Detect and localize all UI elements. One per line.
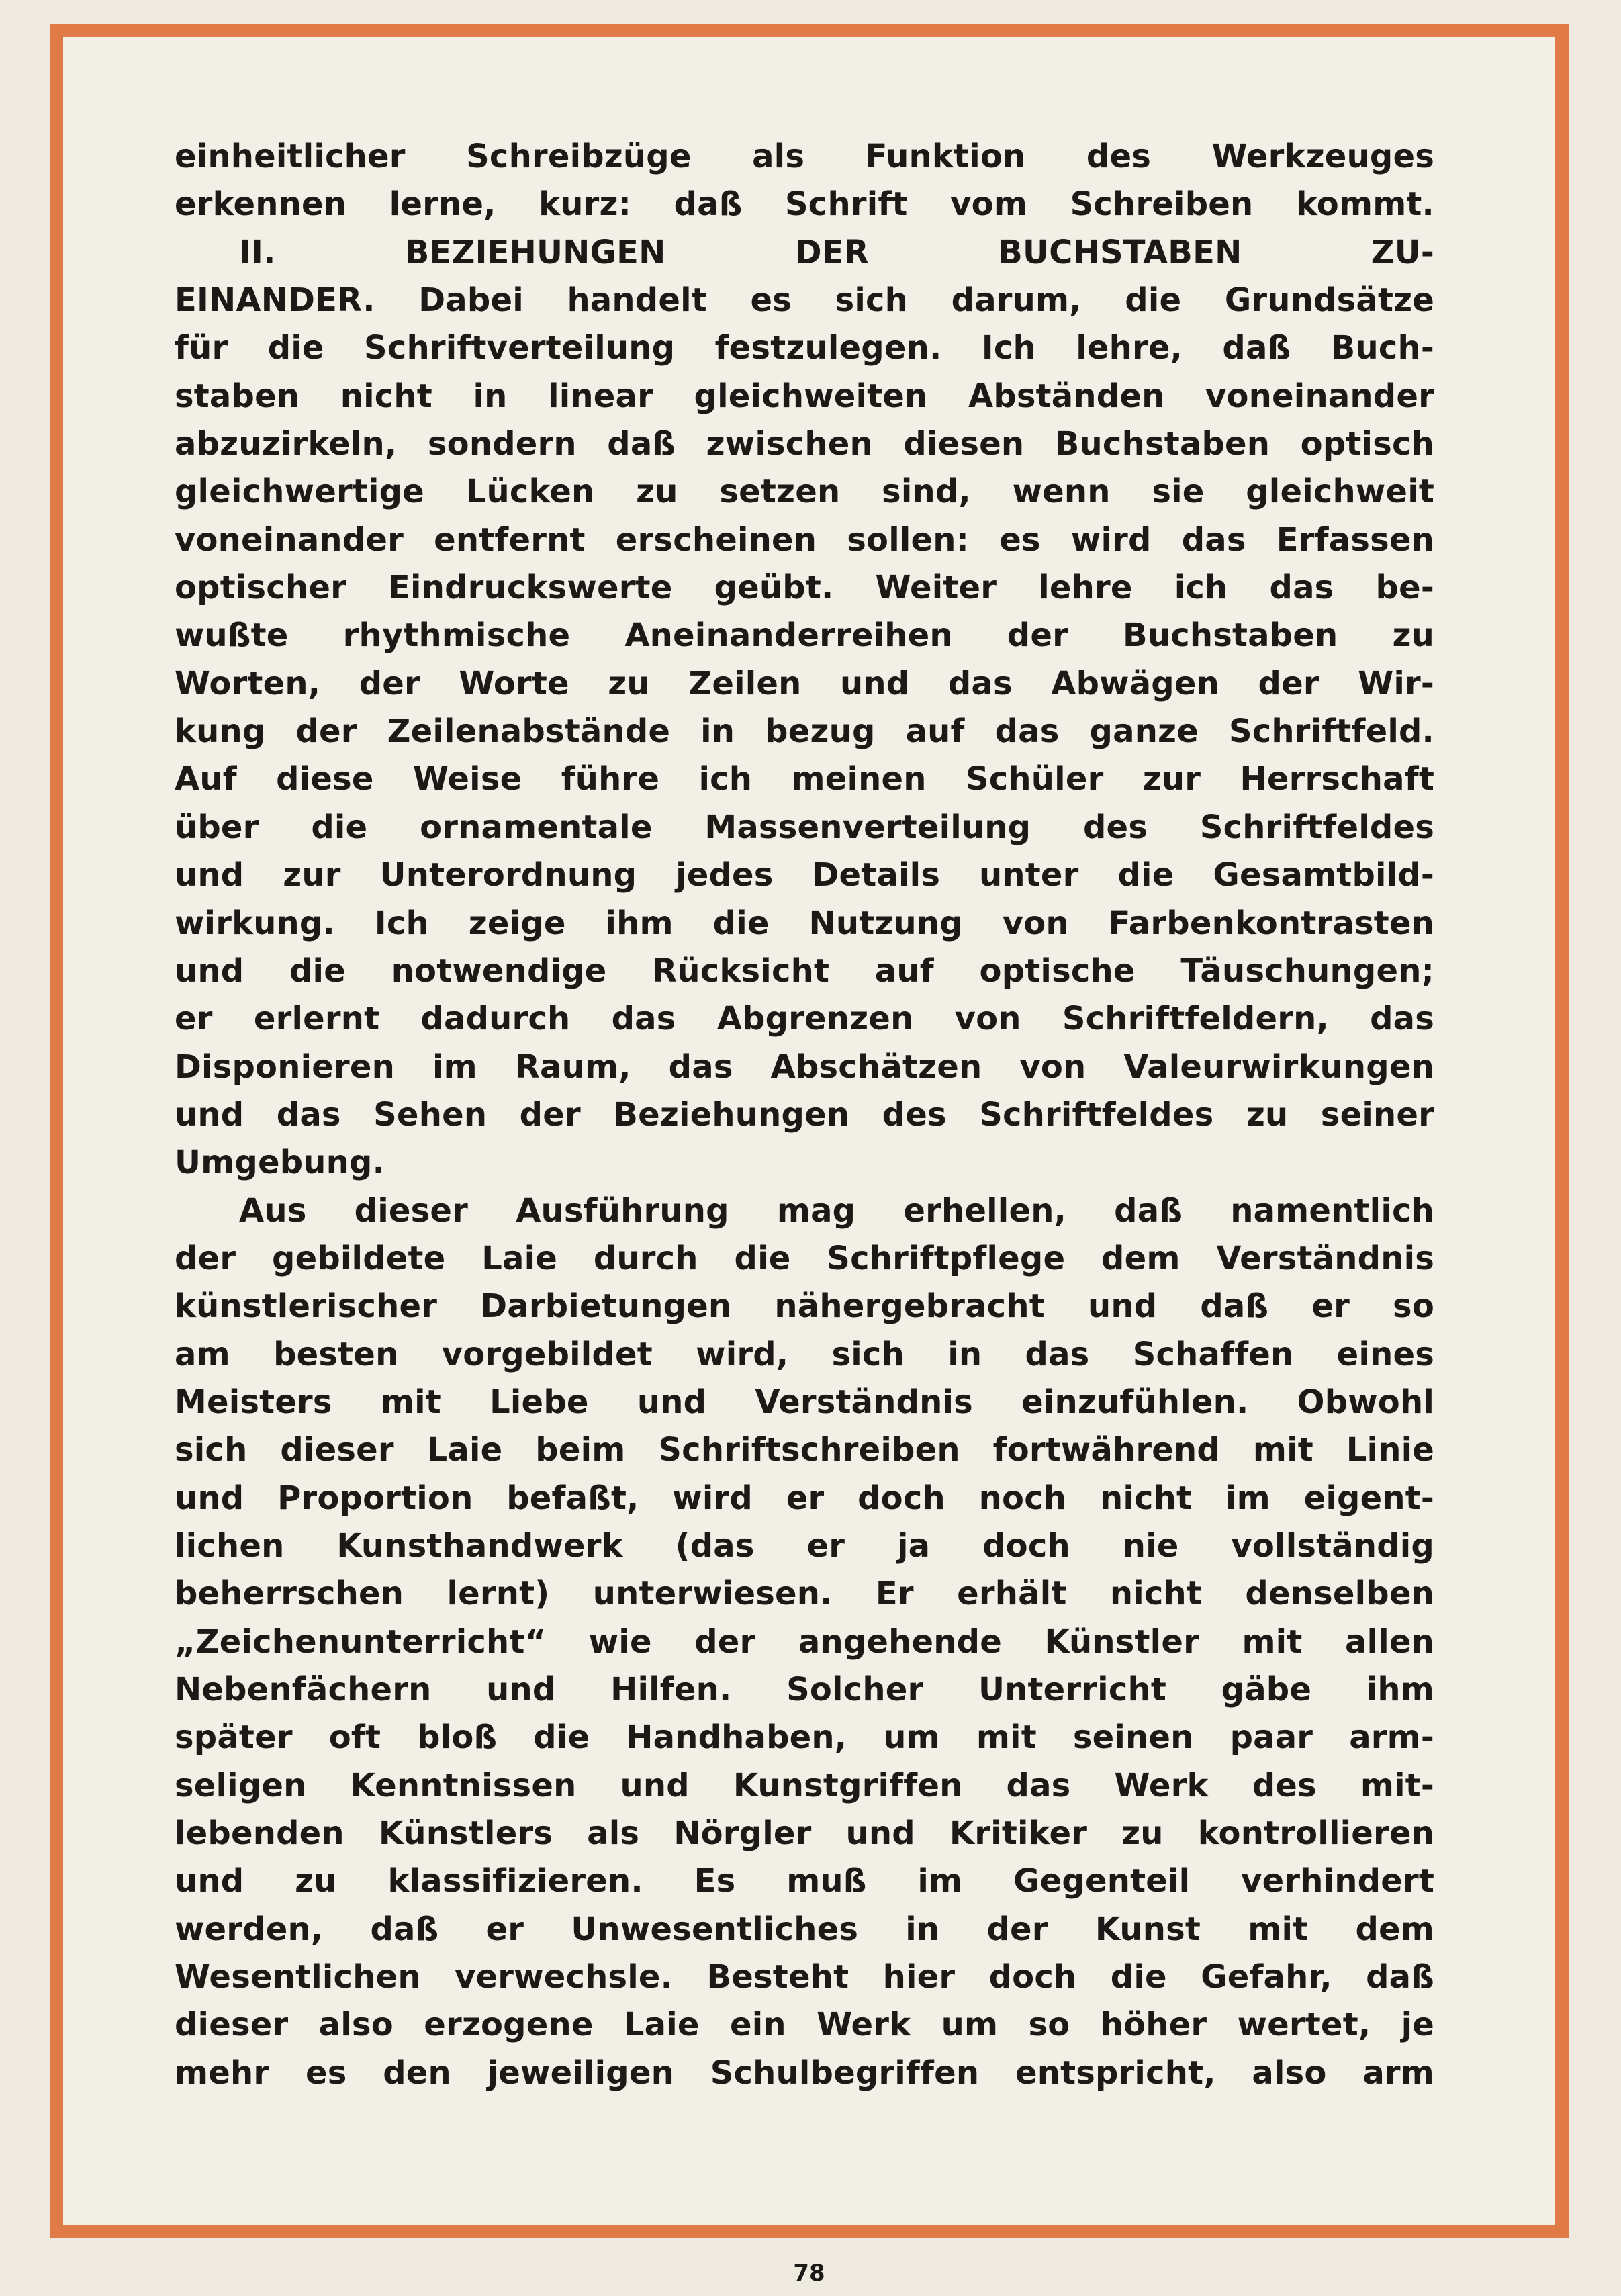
text-line: Meisters mit Liebe und Verständnis einzufühlen. Obwohl	[175, 1383, 1434, 1421]
page-number: 78	[793, 2260, 825, 2287]
text-line: wirkung. Ich zeige ihm die Nutzung von Farbenkontrasten	[175, 904, 1434, 942]
text-line: der gebildete Laie durch die Schriftpflege dem Verständnis	[175, 1239, 1434, 1277]
text-line: Wesentlichen verwechsle. Besteht hier doch die Gefahr, daß	[175, 1958, 1434, 1996]
text-line: seligen Kenntnissen und Kunstgriffen das Werk des mit-	[175, 1766, 1434, 1804]
text-line: beherrschen lernt) unterwiesen. Er erhält nicht denselben	[175, 1575, 1434, 1613]
section-heading-line: II. BEZIEHUNGEN DER BUCHSTABEN ZU-	[239, 233, 1434, 271]
text-line: optischer Eindruckswerte geübt. Weiter lehre ich das be-	[175, 569, 1434, 607]
text-line: und Proportion befaßt, wird er doch noch nicht im eigent-	[175, 1479, 1434, 1517]
text-line: künstlerischer Darbietungen nähergebracht und daß er so	[175, 1287, 1434, 1326]
text-line: mehr es den jeweiligen Schulbegriffen entspricht, also arm	[175, 2054, 1434, 2092]
text-line: am besten vorgebildet wird, sich in das Schaffen eines	[175, 1335, 1434, 1373]
text-line: „Zeichenunterricht“ wie der angehende Künstler mit allen	[175, 1622, 1434, 1661]
text-line: für die Schriftverteilung festzulegen. Ich lehre, daß Buch-	[175, 329, 1434, 367]
text-line: EINANDER. Dabei handelt es sich darum, die Grundsätze	[175, 281, 1434, 320]
body-text	[175, 133, 1434, 2097]
text-line: und zur Unterordnung jedes Details unter die Gesamtbild-	[175, 856, 1434, 894]
text-line: lebenden Künstlers als Nörgler und Kritiker zu kontrollieren	[175, 1815, 1434, 1853]
text-line: Disponieren im Raum, das Abschätzen von Valeurwirkungen	[175, 1048, 1434, 1086]
text-line: staben nicht in linear gleichweiten Abständen voneinander	[175, 377, 1434, 415]
text-line: gleichwertige Lücken zu setzen sind, wenn sie gleichweit	[175, 473, 1434, 511]
text-line: und zu klassifizieren. Es muß im Gegenteil verhindert	[175, 1862, 1434, 1900]
text-line: werden, daß er Unwesentliches in der Kunst mit dem	[175, 1910, 1434, 1948]
text-line: erkennen lerne, kurz: daß Schrift vom Schreiben kommt.	[175, 185, 1434, 224]
text-line: und die notwendige Rücksicht auf optische Täuschungen;	[175, 952, 1434, 990]
text-line: abzuzirkeln, sondern daß zwischen diesen Buchstaben optisch	[175, 425, 1434, 463]
text-line: über die ornamentale Massenverteilung des Schriftfeldes	[175, 808, 1434, 846]
paragraph-start-line: Aus dieser Ausführung mag erhellen, daß namentlich	[239, 1191, 1434, 1230]
text-line: er erlernt dadurch das Abgrenzen von Schriftfeldern, das	[175, 1000, 1434, 1038]
text-line: dieser also erzogene Laie ein Werk um so höher wertet, je	[175, 2006, 1434, 2044]
text-line: Auf diese Weise führe ich meinen Schüler zur Herrschaft	[175, 760, 1434, 798]
text-line: kung der Zeilenabstände in bezug auf das ganze Schriftfeld.	[175, 713, 1434, 751]
text-line: sich dieser Laie beim Schriftschreiben fortwährend mit Linie	[175, 1431, 1434, 1469]
text-line: lichen Kunsthandwerk (das er ja doch nie vollständig	[175, 1526, 1434, 1565]
text-line: und das Sehen der Beziehungen des Schriftfeldes zu seiner	[175, 1095, 1434, 1134]
text-line: Nebenfächern und Hilfen. Solcher Unterricht gäbe ihm	[175, 1671, 1434, 1708]
text-line: Worten, der Worte zu Zeilen und das Abwägen der Wir-	[175, 664, 1434, 702]
text-line: voneinander entfernt erscheinen sollen: es wird das Erfassen	[175, 520, 1434, 559]
paragraph-end-line: Umgebung.	[175, 1144, 385, 1182]
text-line: später oft bloß die Handhaben, um mit seinen paar arm-	[175, 1718, 1434, 1757]
text-line: einheitlicher Schreibzüge als Funktion des Werkzeuges	[175, 138, 1434, 175]
text-line: wußte rhythmische Aneinanderreihen der Buchstaben zu	[175, 616, 1434, 655]
